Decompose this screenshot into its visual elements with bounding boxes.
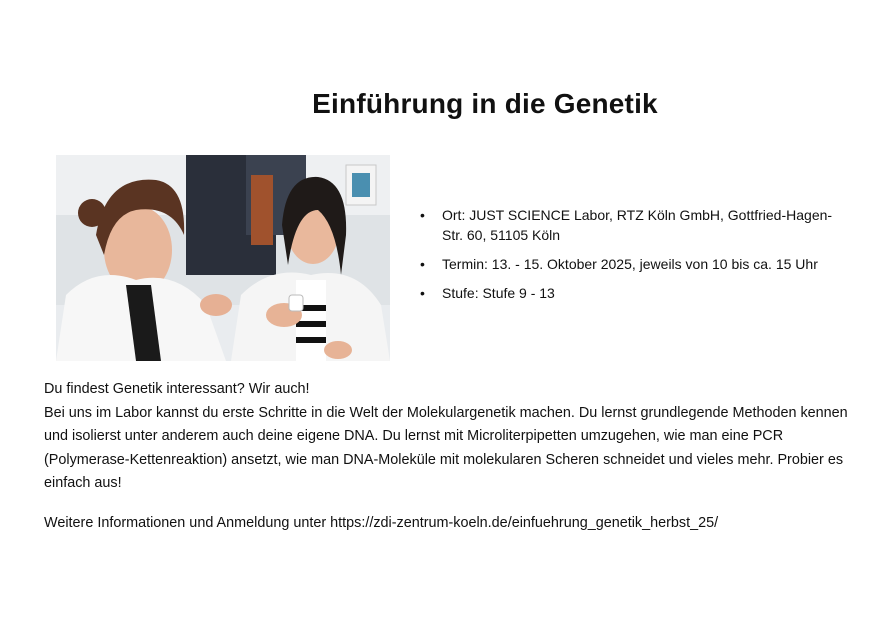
description-block [44,378,864,496]
bullet-icon: • [420,256,425,272]
event-details [420,205,850,312]
lab-photo-illustration [56,155,390,361]
page-title: Einführung in die Genetik [312,88,658,119]
detail-level-text: Stufe: Stufe 9 - 13 [442,285,555,301]
detail-date [420,254,850,274]
bullet-icon: • [420,207,425,223]
intro-text: Du findest Genetik interessant? Wir auch! [44,381,310,397]
more-info-text: Weitere Informationen und Anmeldung unter https://zdi-zentrum-koeln.de/einfuehrung_genetik_herbst_25/ [44,515,719,531]
detail-level [420,283,850,303]
description-text: Bei uns im Labor kannst du erste Schritte in die Welt der Molekulargenetik machen. Du lernst grundlegende Methoden kennen und isolierst unter anderem auch deine eigene DNA. Du lernst mit Microliterpipetten umzugehen, wie man eine PCR (Polymerase-Kettenreaktion) ansetzt, wie man DNA-Moleküle mit molekularen Scheren schneidet und vieles mehr. Probier es einfach aus! [44,404,848,491]
bullet-icon: • [420,285,425,301]
lab-photo [56,155,390,361]
detail-location [420,205,850,245]
detail-location-text: Ort: JUST SCIENCE Labor, RTZ Köln GmbH, Gottfried-Hagen-Str. 60, 51105 Köln [442,207,833,243]
detail-date-text: Termin: 13. - 15. Oktober 2025, jeweils von 10 bis ca. 15 Uhr [442,256,818,272]
